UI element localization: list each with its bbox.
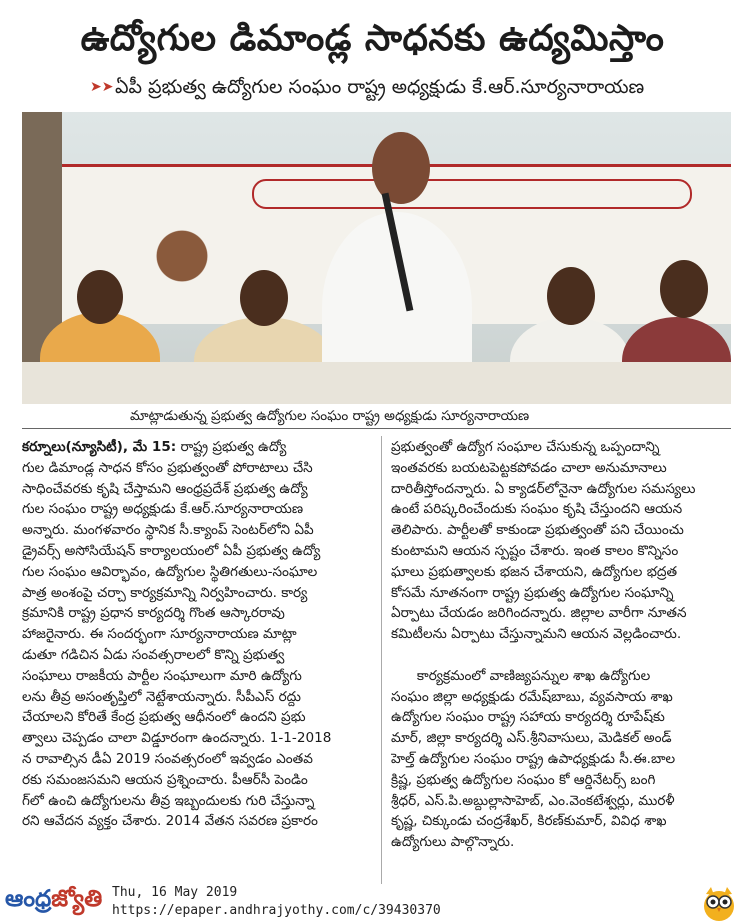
logo-part-2: జ్యోతి xyxy=(51,886,103,912)
article-line: కుంటామని ఆయన స్పష్టం చేశారు. ఇంత కాలం కొన్నిసం xyxy=(391,542,679,559)
article-line: త్వాలు చెప్పడం చాలా విడ్డూరంగా ఉందన్నారు. 1-1-2018 xyxy=(22,730,332,747)
article-line: సంఘం జిల్లా అధ్యక్షుడు రమేష్‌బాబు, వ్యవసాయ శాఖ xyxy=(391,688,673,705)
article-line: గుల సంఘం రాష్ట్ర అధ్యక్షుడు కే.ఆర్.సూర్యనారాయణ xyxy=(22,501,304,518)
article-line: ఇంతవరకు బయటపెట్టకపోవడం చాలా అనుమానాలు xyxy=(391,459,667,476)
footer xyxy=(0,882,745,923)
article-line: గుల డిమాండ్ల సాధన కోసం ప్రభుత్వంతో పోరాటాలు చేసి xyxy=(22,459,313,476)
article-line: తెలిపారు. పార్టీలతో కాకుండా ప్రభుత్వంతో పని చేయించు xyxy=(391,522,684,539)
article-line: క్రమానికి రాష్ట్ర ప్రధాన కార్యదర్శి గొంత ఆస్కారరావు xyxy=(22,605,285,622)
photo-banner-title xyxy=(252,179,692,209)
banner-portrait xyxy=(122,212,242,322)
photo-person-2-head xyxy=(240,270,288,326)
article-line: ఘాలు ప్రభుత్వాలకు భజన చేశాయని, ఉద్యోగుల భద్రత xyxy=(391,563,678,580)
article-line: ఉద్యోగులు పాల్గొన్నారు. xyxy=(391,834,515,851)
article-line: కోసమే నూతనంగా రాష్ట్ర ప్రభుత్వ ఉద్యోగుల సంఘాన్ని xyxy=(391,584,674,601)
photo-person-4-head xyxy=(660,260,708,318)
article-column-left xyxy=(22,437,372,832)
article-line: సంఘాలు రాజకీయ పార్టీల సంఘాలుగా మారి ఉద్యోగు xyxy=(22,667,302,684)
article-line: కృష్ణ, చిక్కుండు చంద్రశేఖర్, కిరణ్‌కుమార్, వివిధ శాఖ xyxy=(391,813,667,830)
article-line: అన్నారు. మంగళవారం స్థానిక సీ.క్యాంప్ సెంటర్‌లోని ఏపీ xyxy=(22,522,314,539)
article-line: డ్రైవర్స్ అసోసియేషన్ కార్యాలయంలో ఏపీ ప్రభుత్వ ఉద్యో xyxy=(22,542,321,559)
news-photo xyxy=(22,112,731,404)
caption-rule xyxy=(22,428,731,429)
logo-part-1: ఆంధ్ర xyxy=(5,886,52,912)
article-line: న రావాల్సిన డీఏ 2019 సంవత్సరంలో ఇవ్వడం ఎంతవ xyxy=(22,750,313,767)
article-line: డుతూ గడిచిన ఏడు సంవత్సరాలలో కొన్ని ప్రభుత్వ xyxy=(22,646,285,663)
owl-mascot-icon xyxy=(700,884,738,922)
subheadline: ఏపీ ప్రభుత్వ ఉద్యోగుల సంఘం రాష్ట్ర అధ్యక్షుడు కే.ఆర్.సూర్యనారాయణ xyxy=(115,76,645,98)
article-line: గ్‌లో ఉంచి ఉద్యోగులను తీవ్ర ఇబ్బందులకు గురి చేస్తున్నా xyxy=(22,792,315,809)
photo-person-1-head xyxy=(77,270,123,324)
article-line: ఏర్పాటు చేయడం జరిగిందన్నారు. జిల్లాల వారీగా నూతన xyxy=(391,605,687,622)
article-line: మార్, జిల్లా కార్యదర్శి ఎస్.శ్రీనివాసులు, మెడికల్ అండ్ xyxy=(391,730,672,747)
article-line: సాధించేవరకు కృషి చేస్తామని ఆంధ్రప్రదేశ్ ప్రభుత్వ ఉద్యో xyxy=(22,480,308,497)
paragraph-gap xyxy=(391,645,733,666)
article-first-line xyxy=(22,437,372,458)
article-line: హాజరైనారు. ఈ సందర్భంగా సూర్యనారాయణ మాట్లా xyxy=(22,626,297,643)
article-line: రాష్ట్ర ప్రభుత్వ ఉద్యో xyxy=(176,439,287,455)
photo-person-3-head xyxy=(547,267,595,325)
article-line: శ్రీధర్, ఎస్.పి.అబ్దుల్లాసాహెబ్, ఎం.వెంకటేశ్వర్లు, మురళీ xyxy=(391,792,675,809)
article-line: దారితీస్తోందన్నారు. ఏ క్యాడర్‌లోనైనా ఉద్యోగుల సమస్యలు xyxy=(391,480,696,497)
article-line: పాత్ర అంశంపై చర్చా కార్యక్రమాన్ని నిర్వహించారు. కార్య xyxy=(22,584,308,601)
article-line: ప్రభుత్వంతో ఉద్యోగ సంఘాల చేసుకున్న ఒప్పందాన్ని xyxy=(391,439,660,455)
article-line: కమిటీలను ఏర్పాటు చేస్తున్నామని ఆయన వెల్లడించారు. xyxy=(391,626,682,643)
article-line: గుల సంఘం ఆవిర్భావం, ఉద్యోగుల స్థితిగతులు-సంఘాల xyxy=(22,563,318,580)
article-line: హెల్త్ ఉద్యోగుల సంఘం రాష్ట్ర ఉపాధ్యక్షుడు సీ.ఈ.బాల xyxy=(391,750,676,767)
article-line: రకు సమంజసమని ఆయన ప్రశ్నించారు. పీఆర్‌సీ పెండిం xyxy=(22,771,308,788)
subheadline-bullet-icon: ➤➤ xyxy=(90,79,114,95)
edition-date: Thu, 16 May 2019 xyxy=(112,885,238,900)
article-line: ఉద్యోగుల సంఘం రాష్ట్ర సహాయ కార్యదర్శి రూపేష్‌కు xyxy=(391,709,665,726)
article-line: రని ఆవేదన వ్యక్తం చేశారు. 2014 వేతన సవరణ ప్రకారం xyxy=(22,813,318,830)
article-line: క్రిష్ణ, ప్రభుత్వ ఉద్యోగుల సంఘం కో ఆర్డినేటర్స్ బంగి xyxy=(391,771,656,788)
dateline: కర్నూలు(న్యూసిటీ), మే 15: xyxy=(22,439,177,455)
article-line: చేయాలని కోరితే కేంద్ర ప్రభుత్వ ఆధీనంలో ఉందని ప్రభు xyxy=(22,709,306,726)
epaper-url[interactable]: https://epaper.andhrajyothy.com/c/39430370 xyxy=(112,903,441,918)
article-line: ఉంటే పరిష్కరించేందుకు సంఘం కృషి చేస్తుందని ఆయన xyxy=(391,501,683,518)
photo-caption: మాట్లాడుతున్న ప్రభుత్వ ఉద్యోగుల సంఘం రాష్ట్ర అధ్యక్షుడు సూర్యనారాయణ xyxy=(130,408,530,424)
headline: ఉద్యోగుల డిమాండ్ల సాధనకు ఉద్యమిస్తాం xyxy=(80,18,665,59)
column-divider xyxy=(381,436,382,884)
article-line: కార్యక్రమంలో వాణిజ్యపన్నుల శాఖ ఉద్యోగుల xyxy=(391,667,651,684)
article-line: లను తీవ్ర అసంతృప్తిలో నెట్టేశాయన్నారు. సీపీఎస్ రద్దు xyxy=(22,688,301,705)
article-column-right xyxy=(391,437,733,853)
photo-table xyxy=(22,362,731,404)
footer-meta xyxy=(112,884,441,920)
andhrajyothy-logo[interactable] xyxy=(5,886,102,918)
